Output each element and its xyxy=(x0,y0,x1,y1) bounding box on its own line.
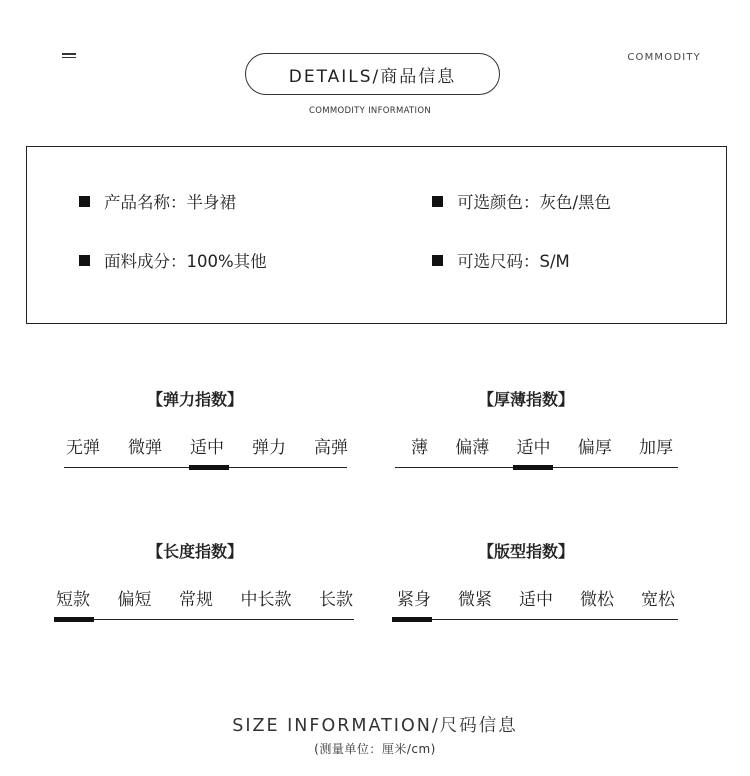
square-bullet-icon xyxy=(79,196,90,207)
fit-option: 微松 xyxy=(580,590,614,610)
thickness-option: 薄 xyxy=(411,438,428,458)
length-selected-marker xyxy=(54,617,94,622)
info-item-product-name xyxy=(79,189,236,213)
size-unit-note: (测量单位：厘米/cm) xyxy=(314,742,436,756)
length-title: 【长度指数】 xyxy=(146,542,243,561)
info-item-fabric xyxy=(79,248,267,272)
commodity-label: COMMODITY xyxy=(627,52,701,63)
thickness-selected-marker xyxy=(513,465,553,470)
info-item-colors xyxy=(432,189,611,213)
elasticity-options xyxy=(66,433,348,458)
length-options xyxy=(56,585,353,610)
length-option: 常规 xyxy=(179,590,213,610)
thickness-options xyxy=(411,433,673,458)
size-info-title: SIZE INFORMATION/尺码信息 xyxy=(232,716,518,736)
product-info-box xyxy=(26,146,727,324)
fit-option: 紧身 xyxy=(397,590,431,610)
elasticity-selected-marker xyxy=(189,465,229,470)
colors-text: 可选颜色：灰色/黑色 xyxy=(457,193,612,212)
fit-option: 适中 xyxy=(519,590,553,610)
product-name-text: 产品名称：半身裙 xyxy=(104,193,236,212)
thickness-option: 加厚 xyxy=(639,438,673,458)
elasticity-option: 弹力 xyxy=(252,438,286,458)
elasticity-option: 高弹 xyxy=(314,438,348,458)
thickness-option: 偏薄 xyxy=(455,438,490,458)
length-option: 短款 xyxy=(56,590,90,610)
elasticity-option: 无弹 xyxy=(66,438,100,458)
elasticity-option: 适中 xyxy=(190,438,224,458)
fit-selected-marker xyxy=(392,617,432,622)
square-bullet-icon xyxy=(432,196,443,207)
fit-option: 宽松 xyxy=(641,590,675,610)
thickness-title: 【厚薄指数】 xyxy=(477,390,574,409)
length-option: 偏短 xyxy=(117,590,152,610)
details-subtitle: COMMODITY INFORMATION xyxy=(308,106,431,116)
menu-icon[interactable] xyxy=(62,53,76,59)
square-bullet-icon xyxy=(79,255,90,266)
fit-options xyxy=(397,585,675,610)
square-bullet-icon xyxy=(432,255,443,266)
length-option: 中长款 xyxy=(240,590,292,610)
elasticity-option: 微弹 xyxy=(128,438,162,458)
thickness-option: 适中 xyxy=(516,438,551,458)
elasticity-title: 【弹力指数】 xyxy=(146,390,243,409)
info-item-sizes xyxy=(432,248,570,272)
thickness-option: 偏厚 xyxy=(577,438,612,458)
length-option: 长款 xyxy=(319,590,353,610)
sizes-text: 可选尺码：S/M xyxy=(457,252,570,271)
details-title-pill: DETAILS/商品信息 xyxy=(245,53,500,95)
fit-scale-line xyxy=(392,619,678,620)
fabric-text: 面料成分：100%其他 xyxy=(104,252,267,271)
fit-title: 【版型指数】 xyxy=(477,542,574,561)
fit-option: 微紧 xyxy=(458,590,492,610)
length-scale-line xyxy=(54,619,354,620)
